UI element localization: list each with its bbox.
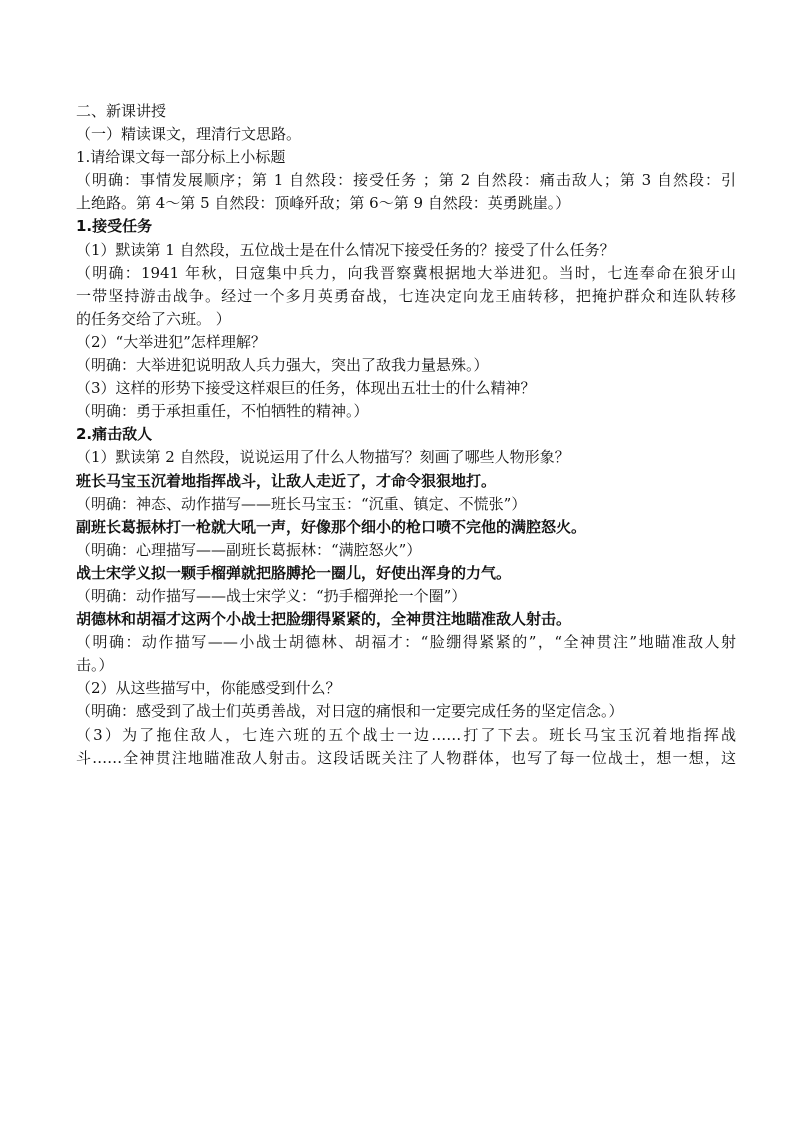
answer-line: （明确：事情发展顺序；第 1 自然段：接受任务 ；第 2 自然段：痛击敌人；第 3 自然段：引: [76, 171, 736, 190]
question-line: 斗……全神贯注地瞄准敌人射击。这段话既关注了人物群体，也写了每一位战士，想一想，这: [76, 748, 736, 767]
answer-line: 上绝路。第 4～第 5 自然段：顶峰歼敌；第 6～第 9 自然段：英勇跳崖。）: [76, 194, 571, 213]
quoted-sentence: 班长马宝玉沉着地指挥战斗，让敌人走近了，才命令狠狠地打。: [76, 471, 497, 490]
quoted-sentence: 胡德林和胡福才这两个小战士把脸绷得紧紧的，全神贯注地瞄准敌人射击。: [76, 610, 572, 629]
answer-line: （明确：感受到了战士们英勇善战，对日寇的痛恨和一定要完成任务的坚定信念。）: [76, 702, 624, 721]
answer-line: （明确：1941 年秋，日寇集中兵力，向我晋察冀根据地大举进犯。当时，七连奉命在狼牙山: [76, 263, 736, 282]
answer-line: 击。）: [76, 656, 114, 675]
subsection-heading: （一）精读课文，理清行文思路。: [76, 125, 302, 144]
answer-line: 一带坚持游击战争。经过一个多月英勇奋战，七连决定向龙王庙转移，把掩护群众和连队转移: [76, 286, 736, 305]
question-line: （3）这样的形势下接受这样艰巨的任务，体现出五壮士的什么精神？: [76, 379, 536, 398]
question-line: （2）从这些描写中，你能感受到什么？: [76, 679, 341, 698]
quoted-sentence: 副班长葛振林打一枪就大吼一声，好像那个细小的枪口喷不完他的满腔怒火。: [76, 517, 587, 536]
question-line: （1）默读第 2 自然段，说说运用了什么人物描写？刻画了哪些人物形象？: [76, 448, 570, 467]
answer-line: （明确：神态、动作描写——班长马宝玉：“沉重、镇定、不慌张”）: [76, 494, 527, 513]
answer-line: （明确：心理描写——副班长葛振林：“满腔怒火”）: [76, 540, 422, 559]
document-body: [76, 100, 736, 770]
question-line: （1）默读第 1 自然段，五位战士是在什么情况下接受任务的？接受了什么任务？: [76, 240, 615, 259]
answer-line: （明确：大举进犯说明敌人兵力强大，突出了敌我力量悬殊。）: [76, 356, 489, 375]
answer-line: （明确：勇于承担重任，不怕牺牲的精神。）: [76, 402, 369, 421]
question-line: 1.请给课文每一部分标上小标题: [76, 148, 286, 167]
part-heading: 1.接受任务: [76, 217, 153, 236]
answer-line: （明确：动作描写——战士宋学义：“扔手榴弹抡一个圈”）: [76, 586, 467, 605]
answer-line: 的任务交给了六班。 ）: [76, 309, 231, 328]
answer-line: （明确：动作描写——小战士胡德林、胡福才：“脸绷得紧紧的”，“全神贯注”地瞄准敌人射: [76, 633, 736, 652]
question-line: （2）“大举进犯”怎样理解？: [76, 332, 266, 351]
section-heading: 二、新课讲授: [76, 102, 167, 120]
quoted-sentence: 战士宋学义拟一颗手榴弹就把胳膊抡一圈儿，好使出浑身的力气。: [76, 563, 512, 582]
part-heading: 2.痛击敌人: [76, 425, 153, 444]
question-line: （3）为了拖住敌人，七连六班的五个战士一边……打了下去。班长马宝玉沉着地指挥战: [76, 725, 736, 744]
